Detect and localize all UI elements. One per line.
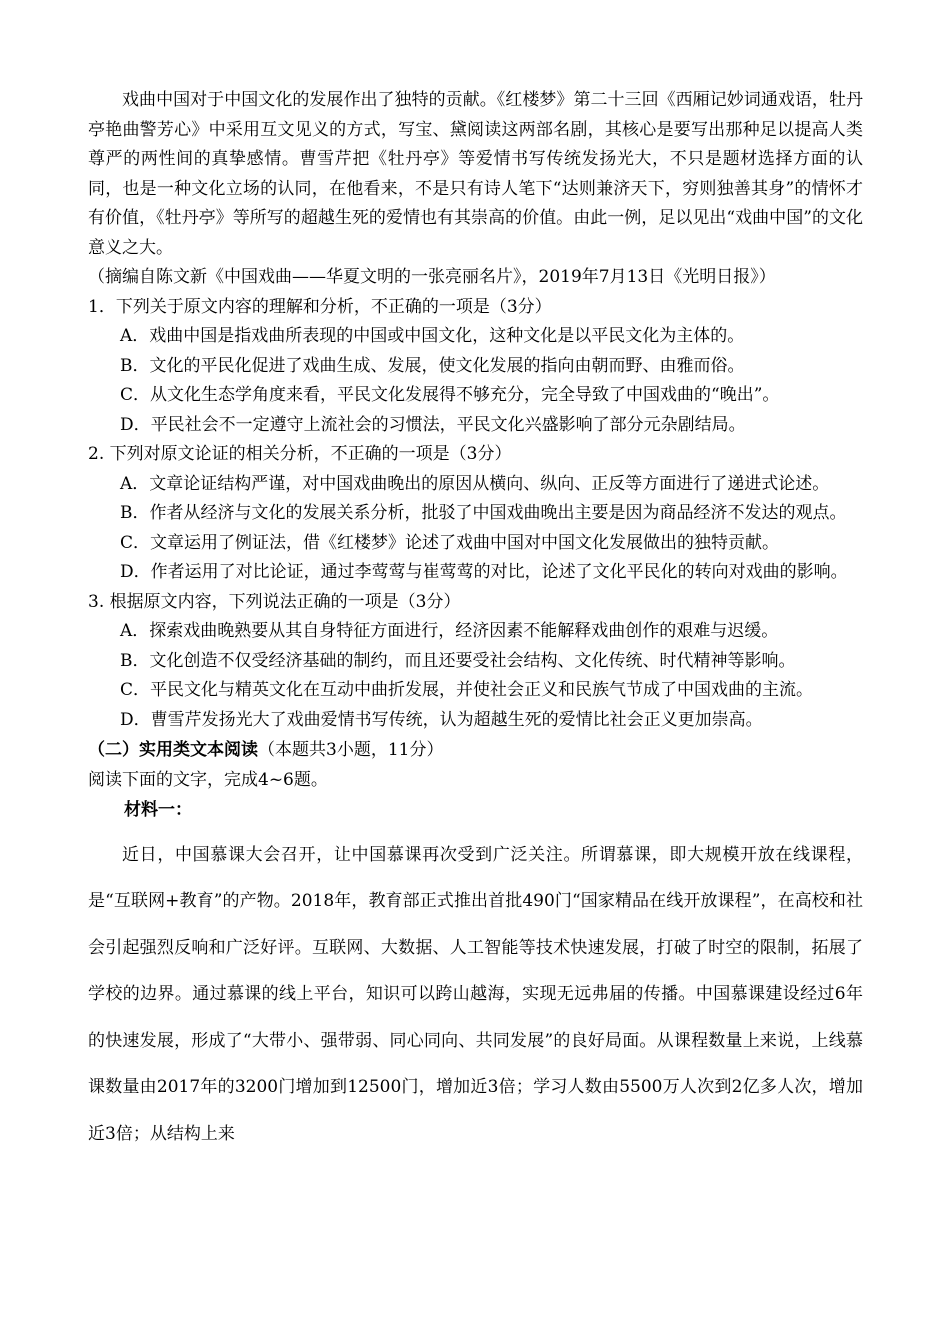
option-a: A．戏曲中国是指戏曲所表现的中国或中国文化，这种文化是以平民文化为主体的。 [120,326,745,346]
option-c: C．平民文化与精英文化在互动中曲折发展，并使社会正义和民族气节成了中国戏曲的主流。 [120,680,814,700]
option-d: D．曹雪芹发扬光大了戏曲爱情书写传统，认为超越生死的爱情比社会正义更加崇高。 [120,709,763,730]
question-1 [88,293,863,441]
option-d: D．平民社会不一定遵守上流社会的习惯法，平民文化兴盛影响了部分元杂剧结局。 [120,414,746,435]
option-a: A．文章论证结构严谨，对中国戏曲晚出的原因从横向、纵向、正反等方面进行了递进式论述。 [120,473,830,494]
section-note: （本题共3小题，11分） [258,740,444,760]
question-stem: 3. 根据原文内容，下列说法正确的一项是（3分） [88,591,461,612]
option-d: D．作者运用了对比论证，通过李莺莺与崔莺莺的对比，论述了文化平民化的转向对戏曲的影响。 [120,562,848,582]
section-heading [88,736,863,766]
question-2 [88,440,863,588]
option-b: B．文化的平民化促进了戏曲生成、发展，使文化发展的指向由朝而野、由雅而俗。 [120,355,745,376]
option-a: A．探索戏曲晚熟要从其自身特征方面进行，经济因素不能解释戏曲创作的艰难与迟缓。 [120,621,779,641]
source-note: （摘编自陈文新《中国戏曲——华夏文明的一张亮丽名片》，2019年7月13日《光明日报》） [88,267,776,287]
intro-paragraph: 戏曲中国对于中国文化的发展作出了独特的贡献。《红楼梦》第二十三回《西厢记妙词通戏语，牡丹亭艳曲警芳心》中采用互文见义的方式，写宝、黛阅读这两部名剧，其核心是要写出那种足以提高人类尊严的两性间的真挚感情。曹雪芹把《牡丹亭》等爱情书写传统发扬光大，不只是题材选择方面的认同，也是一种文化立场的认同，在他看来，不是只有诗人笔下“达则兼济天下，穷则独善其身”的情怀才有价值，《牡丹亭》等所写的超越生死的爱情也有其崇高的价值。由此一例，足以见出“戏曲中国”的文化意义之大。 [88,90,863,258]
question-3 [88,588,863,736]
material-title: 材料一： [124,800,192,820]
question-stem: 1．下列关于原文内容的理解和分析，不正确的一项是（3分） [88,296,552,317]
section-instruction: 阅读下面的文字，完成4~6题。 [88,769,328,790]
option-c: C．文章运用了例证法，借《红楼梦》论述了戏曲中国对中国文化发展做出的独特贡献。 [120,532,780,553]
option-b: B．作者从经济与文化的发展关系分析，批驳了中国戏曲晚出主要是因为商品经济不发达的观点。 [120,503,847,523]
material-paragraph: 近日，中国慕课大会召开，让中国慕课再次受到广泛关注。所谓慕课，即大规模开放在线课程，是“互联网+教育”的产物。2018年，教育部正式推出首批490门“国家精品在线开放课程”，在高校和社会引起强烈反响和广泛好评。互联网、大数据、人工智能等技术快速发展，打破了时空的限制，拓展了学校的边界。通过慕课的线上平台，知识可以跨山越海，实现无远弗届的传播。中国慕课建设经过6年的快速发展，形成了“大带小、强带弱、同心同向、共同发展”的良好局面。从课程数量上来说，上线慕课数量由2017年的3200门增加到12500门，增加近3倍；学习人数由5500万人次到2亿多人次，增加近3倍；从结构上来 [88,844,863,1144]
option-b: B．文化创造不仅受经济基础的制约，而且还要受社会结构、文化传统、时代精神等影响。 [120,650,796,671]
option-c: C．从文化生态学角度来看，平民文化发展得不够充分，完全导致了中国戏曲的“晚出”。 [120,385,780,405]
document-body [88,86,863,1157]
question-stem: 2. 下列对原文论证的相关分析，不正确的一项是（3分） [88,444,512,464]
section-title: （二）实用类文本阅读 [88,740,258,760]
